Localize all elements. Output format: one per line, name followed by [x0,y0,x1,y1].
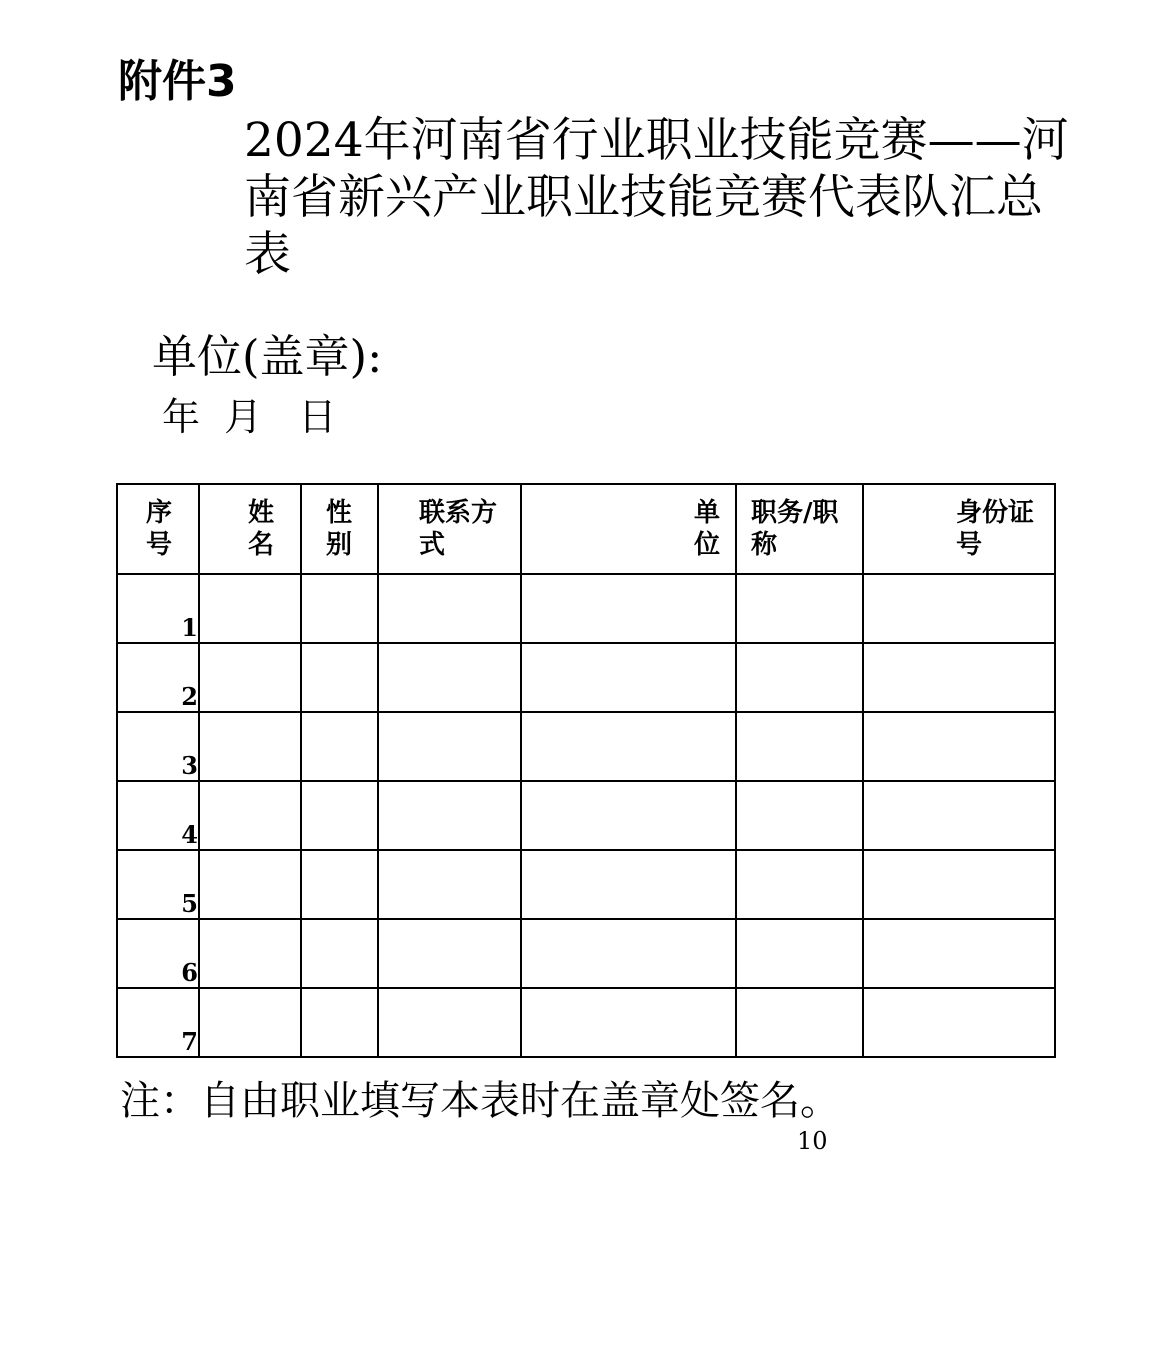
cell-position[interactable] [736,850,863,919]
attachment-label: 附件3 [118,56,237,107]
cell-position[interactable] [736,919,863,988]
document-title [244,112,1069,283]
title-line: 2024年河南省行业职业技能竞赛——河 [244,113,1069,168]
cell-name[interactable] [199,574,301,643]
cell-contact[interactable] [378,988,521,1057]
cell-position[interactable] [736,781,863,850]
header-gender: 性别 [301,484,378,574]
header-name: 姓名 [199,484,301,574]
cell-contact[interactable] [378,712,521,781]
unit-seal-label: 单位(盖章): [152,330,383,383]
table-row [117,988,1055,1057]
roster-table [116,483,1056,1058]
cell-seq: 5 [117,850,199,919]
cell-position[interactable] [736,643,863,712]
cell-gender[interactable] [301,643,378,712]
table-row [117,919,1055,988]
cell-id-number[interactable] [863,919,1055,988]
header-seq: 序号 [117,484,199,574]
cell-id-number[interactable] [863,988,1055,1057]
cell-unit[interactable] [521,574,736,643]
cell-name[interactable] [199,643,301,712]
cell-seq: 1 [117,574,199,643]
cell-unit[interactable] [521,850,736,919]
title-line: 表 [244,227,291,282]
page-number: 10 [797,1127,828,1155]
cell-contact[interactable] [378,643,521,712]
cell-gender[interactable] [301,574,378,643]
cell-gender[interactable] [301,781,378,850]
cell-position[interactable] [736,574,863,643]
cell-gender[interactable] [301,919,378,988]
header-id-number: 身份证号 [863,484,1055,574]
title-line: 南省新兴产业职业技能竞赛代表队汇总 [244,170,1043,225]
cell-unit[interactable] [521,781,736,850]
cell-id-number[interactable] [863,643,1055,712]
cell-id-number[interactable] [863,574,1055,643]
cell-seq: 3 [117,712,199,781]
cell-gender[interactable] [301,850,378,919]
cell-name[interactable] [199,919,301,988]
header-contact: 联系方式 [378,484,521,574]
table-header-row [117,484,1055,574]
cell-id-number[interactable] [863,781,1055,850]
cell-seq: 4 [117,781,199,850]
cell-contact[interactable] [378,919,521,988]
cell-position[interactable] [736,712,863,781]
cell-seq: 6 [117,919,199,988]
date-line: 年 月 日 [162,395,337,439]
cell-id-number[interactable] [863,850,1055,919]
header-unit: 单位 [521,484,736,574]
cell-name[interactable] [199,850,301,919]
cell-unit[interactable] [521,643,736,712]
cell-contact[interactable] [378,781,521,850]
table-row [117,574,1055,643]
cell-unit[interactable] [521,712,736,781]
cell-name[interactable] [199,781,301,850]
table-row [117,850,1055,919]
table-row [117,712,1055,781]
table-row [117,643,1055,712]
cell-id-number[interactable] [863,712,1055,781]
header-position: 职务/职称 [736,484,863,574]
cell-gender[interactable] [301,712,378,781]
cell-contact[interactable] [378,574,521,643]
table-row [117,781,1055,850]
footnote: 注：自由职业填写本表时在盖章处签名。 [120,1078,840,1124]
cell-gender[interactable] [301,988,378,1057]
cell-name[interactable] [199,712,301,781]
cell-position[interactable] [736,988,863,1057]
cell-seq: 7 [117,988,199,1057]
cell-contact[interactable] [378,850,521,919]
cell-name[interactable] [199,988,301,1057]
cell-unit[interactable] [521,988,736,1057]
cell-seq: 2 [117,643,199,712]
cell-unit[interactable] [521,919,736,988]
